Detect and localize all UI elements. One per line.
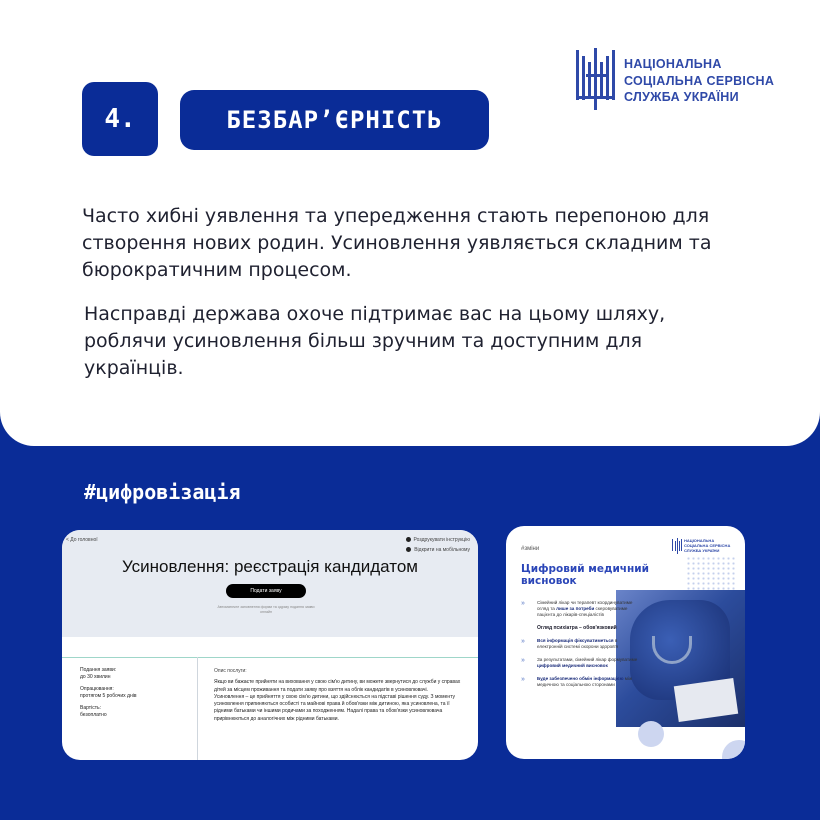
fact-submission <box>80 667 190 681</box>
trident-icon <box>574 46 618 112</box>
paragraph-misconceptions: Часто хибні уявлення та упередження стають перепоною для створення нових родин. Усиновлення уявляється складним та бюрократичним процесом. <box>82 205 712 281</box>
card-logo <box>672 538 738 556</box>
decor-circle <box>722 740 745 759</box>
double-arrow-icon: » <box>521 657 525 664</box>
list-item <box>521 676 641 688</box>
service-description <box>214 668 469 723</box>
description-paragraph-2: Усиновлення – це прийняття у свою сім'ю дитини, що здійснюється на підставі рішення суду. З моменту усиновлення припиняються особисті та майнові права й обов'язки між дитиною, яка усиновлена, та її рідними батьками чи іншими родичами за походженням. Надалі права та обов'язки усиновлювача прирівнюються до аналогічних між рідними батьками. <box>214 693 455 722</box>
fact-label: Вартість: <box>80 705 101 711</box>
double-arrow-icon: » <box>521 600 525 607</box>
fact-value: до 30 хвилин <box>80 674 111 680</box>
item-text: між медичною та соціальною сторонами <box>537 676 633 687</box>
list-item <box>521 625 641 631</box>
item-bold: Вся інформація фіксуватиметься <box>537 638 614 643</box>
item-text: За результатами, сімейний лікар формуватиме <box>537 657 638 662</box>
submit-application-button[interactable]: Подати заяву <box>226 584 306 598</box>
print-instructions-label: Роздрукувати інструкцію <box>413 537 470 543</box>
trident-icon <box>672 538 682 554</box>
service-title: Усиновлення: реєстрація кандидатом <box>122 557 418 576</box>
details-divider <box>197 657 198 760</box>
adoption-service-screenshot <box>62 530 478 760</box>
fact-processing <box>80 686 190 700</box>
section-title-badge: БЕЗБАР’ЄРНІСТЬ <box>180 90 489 150</box>
card-logo-line-3: СЛУЖБА УКРАЇНИ <box>684 548 720 553</box>
fact-label: Опрацювання: <box>80 686 114 692</box>
service-facts <box>80 667 190 724</box>
logo-text <box>624 56 774 106</box>
mobile-icon <box>406 547 411 552</box>
list-item <box>521 657 641 669</box>
item-text: скеровуватиме пацієнта до лікарів-спеціалістів <box>537 606 628 617</box>
description-paragraph-1: Якщо ви бажаєте прийняти на виховання у свою сім'ю дитину, ви можете звернутися до служби у справах дітей за місцем проживання та подати заяву про взяття на облік кандидатів в усиновлювачі. <box>214 679 461 693</box>
logo-line-1: НАЦІОНАЛЬНА <box>624 57 722 71</box>
paragraph-state-support: Насправді держава охоче підтримає вас на цьому шляху, роблячи усиновлення більш зручним та доступним для українців. <box>84 303 666 379</box>
nsss-logo <box>574 46 784 112</box>
logo-line-2: СОЦІАЛЬНА СЕРВІСНА <box>624 73 775 88</box>
card-title: Цифровий медичний висновок <box>521 563 649 587</box>
print-instructions-link[interactable] <box>406 537 470 543</box>
fact-label: Подання заяви: <box>80 667 117 673</box>
item-bold: Буде забезпечено обмін інформацією <box>537 676 624 681</box>
fact-value: безоплатно <box>80 712 107 718</box>
fact-cost <box>80 705 190 719</box>
card-logo-text <box>684 538 730 553</box>
list-item <box>521 638 641 650</box>
fact-value: протягом 5 робочих днів <box>80 693 137 699</box>
card-logo-line-2: СОЦІАЛЬНА СЕРВІСНА <box>684 543 731 548</box>
double-arrow-icon: » <box>521 676 525 683</box>
hashtag-digitalization: #цифровізація <box>84 480 241 504</box>
step-number-badge: 4. <box>82 82 158 156</box>
item-bold: лише за потреби <box>556 606 595 611</box>
open-mobile-label: Відкрити на мобільному <box>414 547 470 553</box>
logo-line-3: СЛУЖБА УКРАЇНИ <box>624 90 739 104</box>
service-header <box>62 530 478 637</box>
medical-conclusion-card <box>506 526 745 759</box>
decor-circle <box>638 721 664 747</box>
conclusion-list <box>521 600 641 695</box>
changes-tag: #зміни <box>521 546 540 552</box>
item-bold: Огляд психіатра – обов'язковий <box>537 625 617 631</box>
open-mobile-link[interactable] <box>406 547 470 553</box>
item-text: Сімейний лікар чи терапевт координуватиме огляд та <box>537 600 633 611</box>
item-text: в електронній системі охорони здоров'я <box>537 638 619 649</box>
list-item <box>521 600 641 618</box>
description-label: Опис послуги: <box>214 668 247 674</box>
clipboard <box>674 678 738 722</box>
card-logo-line-1: НАЦІОНАЛЬНА <box>684 538 715 543</box>
print-icon <box>406 537 411 542</box>
item-bold: цифровий медичний висновок <box>537 663 608 668</box>
service-note: Автоматичне заповнення форми та одразу подання заяви онлайн <box>217 605 315 614</box>
back-link[interactable]: < До головної <box>66 537 98 543</box>
double-arrow-icon: » <box>521 638 525 645</box>
